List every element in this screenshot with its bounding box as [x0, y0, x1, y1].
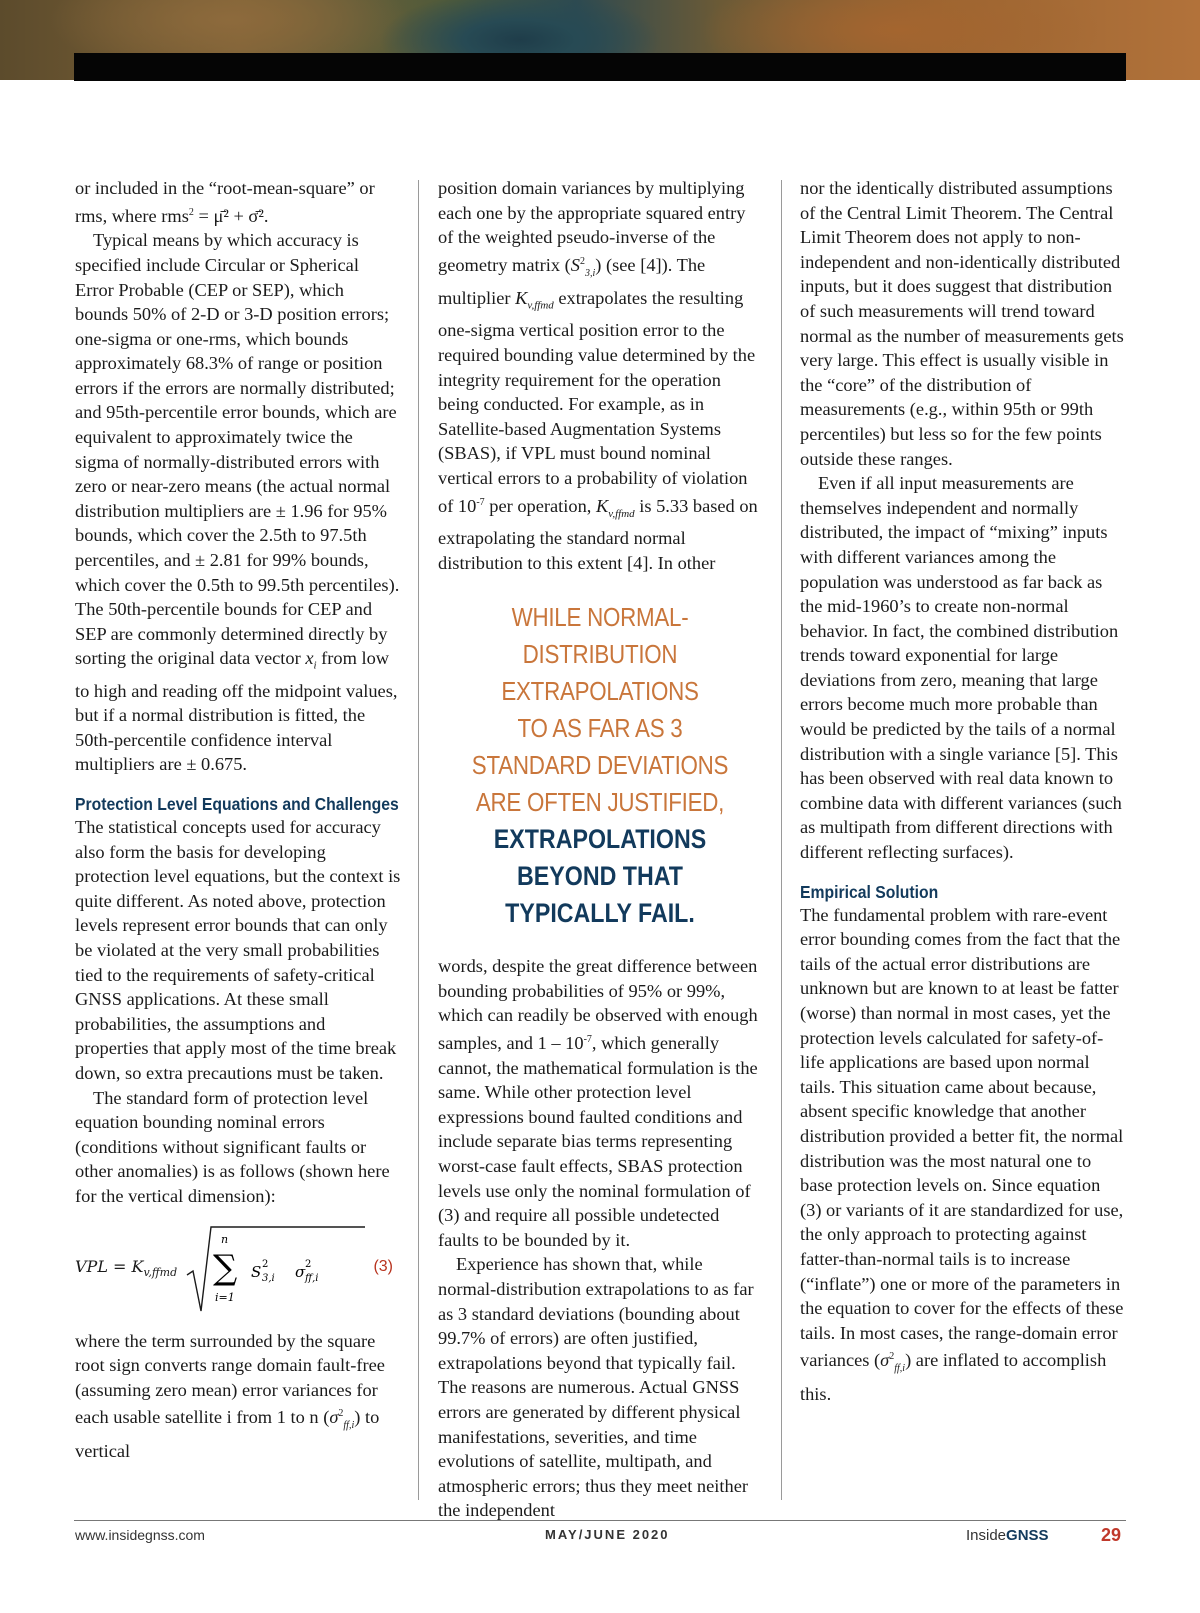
pull-quote-line: WHILE NORMAL-DISTRIBUTION [511, 602, 689, 670]
page-number: 29 [1101, 1525, 1122, 1545]
pull-quote-line: EXTRAPOLATIONS [501, 676, 699, 707]
paragraph-statistical-concepts: The statistical concepts used for accuracy also form the basis for developing protection level equations, but the context is quite different. As noted above, protection levels represent error bounds that can only be violated at the very small probabilities tied to the requirements of safety-critical GNSS applications. At these small probabilities, the assumptions and properties that apply most of the time break down, so extra precautions must be taken. [75, 817, 401, 1083]
paragraph-square-root-term: where the term surrounded by the square root sign converts range domain fault-free (assuming zero mean) error variances for each usable satellite i from 1 to n $(\sigma^2_{ff,i})$ to vertical [75, 1330, 385, 1461]
svg-text:σ: σ [295, 1262, 306, 1281]
header-bar [74, 53, 1126, 81]
footer-brand: InsideGNSS [966, 1527, 1049, 1544]
svg-text:2: 2 [262, 1258, 269, 1270]
column-3 [800, 176, 1126, 1406]
paragraph-position-domain: position domain variances by multiplying each one by the appropriate squared entry of the weighted pseudo-inverse of the geometry matrix $(S^2_{3,i})$ (see [4]). The multiplier $K_{v,ffmd}$ extrapolates the resulting one-sigma vertical position error to the required bounding value determined by the integrity requirement for the operation being conducted. For example, as in Satellite-based Augmentation Systems (SBAS), if VPL must bound nominal vertical errors to a probability of violation of $10^{-7}$ per operation, $K_{v,ffmd}$ is 5.33 based on extrapolating the standard normal distribution to this extent [4]. In other [438, 178, 758, 573]
svg-text:3,i: 3,i [262, 1272, 275, 1284]
column-divider-1 [418, 180, 419, 1500]
equation-lhs: VPL = $K_{v,ffmd}$ [75, 1256, 178, 1279]
paragraph-fundamental-problem: The fundamental problem with rare-event error bounding comes from the fact that the tails of the actual error distributions are unknown but are known to at least be fatter (worse) than normal in most cases, yet the protection levels calculated for safety-of-life applications are based upon normal tails. This situation came about because, absent specific knowledge that another distribution provided a better fit, the normal distribution was the most natural one to base protection levels on. Since equation (3) or variants of it are standardized for use, the only approach to protecting against fatter-than-normal tails is to increase (“inflate”) one or more of the parameters in the equation to cover for the effects of these tails. In most cases, the range-domain error variances $(\sigma^2_{ff,i})$ are inflated to accomplish this. [800, 904, 1124, 1404]
square-root-sum-icon [185, 1223, 375, 1319]
pull-quote-line: STANDARD DEVIATIONS [471, 750, 729, 781]
footer-rule [74, 1520, 1126, 1521]
section-heading-protection-level: Protection Level Equations and Challenges [75, 794, 399, 815]
svg-text:ff,i: ff,i [305, 1272, 319, 1284]
svg-text:n: n [221, 1232, 229, 1246]
footer-url[interactable]: www.insidegnss.com [75, 1527, 205, 1543]
footer-issue: MAY/JUNE 2020 [545, 1527, 670, 1542]
svg-text:2: 2 [305, 1258, 312, 1270]
pull-quote-bold-line: EXTRAPOLATIONS [493, 824, 707, 855]
pull-quote [428, 599, 772, 932]
column-divider-2 [781, 180, 782, 1500]
paragraph-standard-form: The standard form of protection level equation bounding nominal errors (conditions without significant faults or other anomalies) is as follows (shown here for the vertical dimension): [75, 1087, 390, 1206]
paragraph-mixing: Even if all input measurements are themselves independent and normally distributed, the impact of “mixing” inputs with different variances among the population was understood as far back as the mid-1960’s to create non-normal behavior. In fact, the combined distribution trends toward exponential for large deviations from zero, meaning that large errors become much more probable than would be predicted by the tails of a normal distribution with a single variance [5]. This has been observed with real data known to combine data with different variances (such as multipath from different directions with different reflecting surfaces). [800, 473, 1122, 863]
section-heading-empirical-solution: Empirical Solution [800, 881, 939, 902]
paragraph-accuracy-means: Typical means by which accuracy is specified include Circular or Spherical Error Probable (CEP or SEP), which bounds 50% of 2-D or 3-D position errors; one-sigma or one-rms, which bounds approximately 68.3% of range or position errors if the errors are normally distributed; and 95th-percentile error bounds, which are equivalent to approximately twice the sigma of normally-distributed errors with zero or near-zero means (the actual normal distribution multipliers are ± 1.96 for 95% bounds, which cover the 2.5th to 97.5th percentiles, and ± 2.81 for 99% bounds, which cover the 0.5th to 99.5th percentiles). The 50th-percentile bounds for CEP and SEP are commonly determined directly by sorting the original data vector $x_i$ from low to high and reading off the midpoint values, but if a normal distribution is fitted, the 50th-percentile confidence interval multipliers are ± 0.675. [75, 230, 400, 775]
paragraph-central-limit: nor the identically distributed assumptions of the Central Limit Theorem. The Central Limit Theorem does not apply to non-independent and non-identically distributed inputs, but it does suggest that distribution of such measurements will trend toward normal as the number of measurements gets very large. This effect is usually visible in the “core” of the distribution of measurements (e.g., within 95th or 99th percentiles) but less so for the few points outside these ranges. [800, 178, 1124, 469]
paragraph-experience: Experience has shown that, while normal-distribution extrapolations to as far as 3 standard deviations (bounding about 99.7% of errors) are often justified, extrapolations beyond that typically fail. The reasons are numerous. Actual GNSS errors are generated by different physical manifestations, severities, and time evolutions of satellite, multipath, and atmospheric errors; thus they meet neither the independent [438, 1254, 754, 1521]
pull-quote-bold-line: TYPICALLY FAIL. [505, 898, 695, 929]
pull-quote-line: ARE OFTEN JUSTIFIED, [475, 787, 725, 818]
pull-quote-bold-line: BEYOND THAT [517, 861, 683, 892]
svg-text:∑: ∑ [213, 1247, 238, 1288]
equation-number: (3) [373, 1257, 393, 1275]
svg-text:i=1: i=1 [215, 1290, 235, 1304]
column-2 [438, 176, 762, 1523]
paragraph-bounding-probabilities: words, despite the great difference between bounding probabilities of 95% or 99%, which can readily be observed with enough samples, and $1 - 10^{-7}$, which generally cannot, the mathematical formulation is the same. While other protection level expressions bound faulted conditions and include separate bias terms representing worst-case fault effects, SBAS protection levels use only the nominal formulation of (3) and require all possible undetected faults to be bounded by it. [438, 956, 758, 1250]
equation-vpl [75, 1217, 401, 1325]
svg-text:S: S [251, 1262, 262, 1281]
paragraph-rms: or included in the “root-mean-square” or rms, where rms$^2$ = μ̄² + σ̄². [75, 178, 375, 226]
column-1 [75, 176, 401, 1463]
pull-quote-line: TO AS FAR AS 3 [517, 713, 683, 744]
